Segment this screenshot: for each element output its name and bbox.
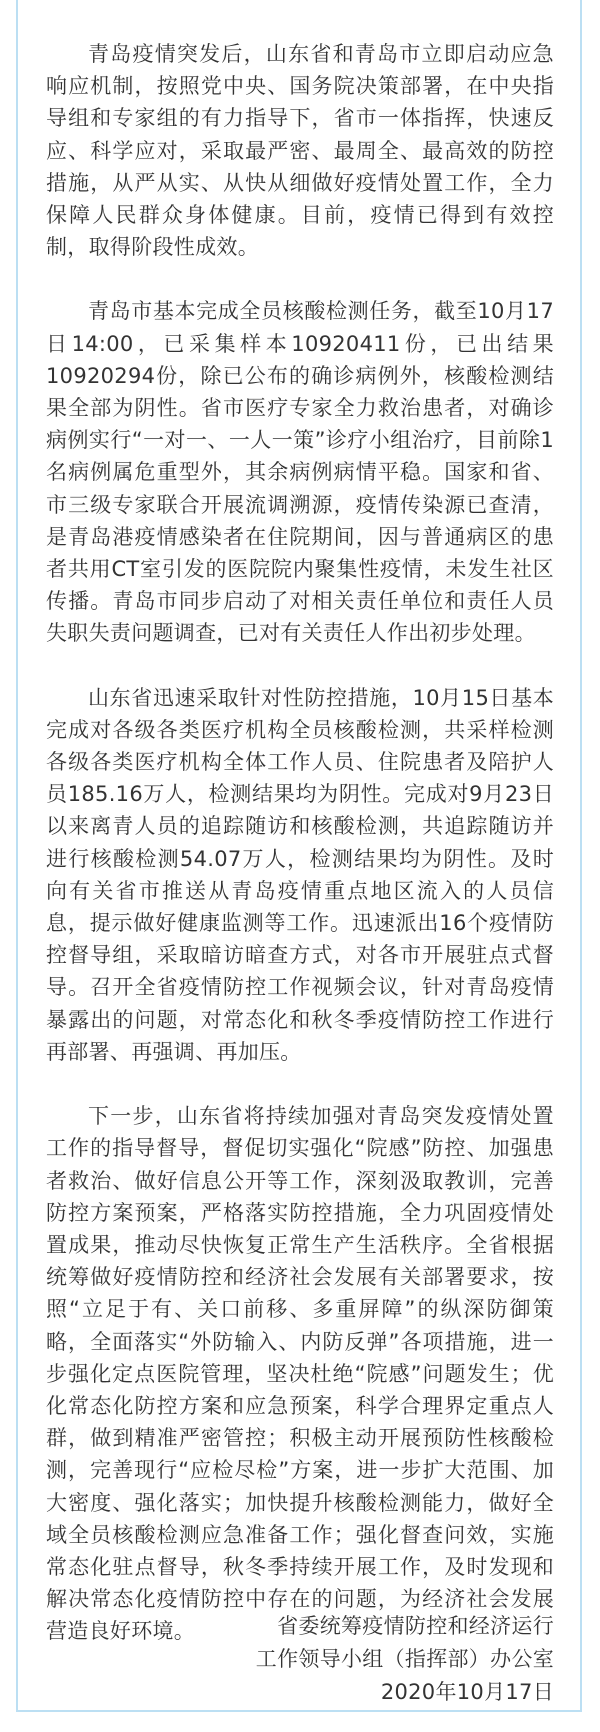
paragraph-qingdao-testing: 青岛市基本完成全员核酸检测任务，截至10月17日14:00，已采集样本10920411份，已出结果10920294份，除已公布的确诊病例外，核酸检测结果全部为阴性。省市医疗专家全力救治患者，对确诊病例实行“一对一、一人一策”诊疗小组治疗，目前除1名病例属危重型外，其余病例病情平稳。国家和省、市三级专家联合开展流调溯源，疫情传染源已查清，是青岛港疫情感染者在住院期间，因与普通病区的患者共用CT室引发的医院院内聚集性疫情，未发生社区传播。青岛市同步启动了对相关责任单位和责任人员失职失责问题调查，已对有关责任人作出初步处理。 — [46, 299, 554, 646]
article-body — [46, 38, 554, 1680]
signature-block — [256, 1610, 554, 1709]
signature-line-2: 工作领导小组（指挥部）办公室 — [255, 1647, 554, 1671]
paragraph-outbreak-response: 青岛疫情突发后，山东省和青岛市立即启动应急响应机制，按照党中央、国务院决策部署，在中央指导组和专家组的有力指导下，省市一体指挥，快速反应、科学应对，采取最严密、最周全、最高效的防控措施，从严从实、从快从细做好疫情处置工作，全力保障人民群众身体健康。目前，疫情已得到有效控制，取得阶段性成效。 — [46, 42, 554, 260]
signature-date: 2020年10月17日 — [380, 1680, 554, 1704]
paragraph-next-steps: 下一步，山东省将持续加强对青岛突发疫情处置工作的指导督导，督促切实强化“院感”防控、加强患者救治、做好信息公开等工作，深刻汲取教训，完善防控方案预案，严格落实防控措施，全力巩固疫情处置成果，推动尽快恢复正常生产生活秩序。全省根据统筹做好疫情防控和经济社会发展有关部署要求，按照“立足于有、关口前移、多重屏障”的纵深防御策略，全面落实“外防输入、内防反弹”各项措施，进一步强化定点医院管理，坚决杜绝“院感”问题发生；优化常态化防控方案和应急预案，科学合理界定重点人群，做到精准严密管控；积极主动开展预防性核酸检测，完善现行“应检尽检”方案，进一步扩大范围、加大密度、强化落实；加快提升核酸检测能力，做好全域全员核酸检测应急准备工作；强化督查问效，实施常态化驻点督导，秋冬季持续开展工作，及时发现和解决常态化疫情防控中存在的问题，为经济社会发展营造良好环境。 — [46, 1104, 554, 1644]
paragraph-provincial-measures: 山东省迅速采取针对性防控措施，10月15日基本完成对各级各类医疗机构全员核酸检测，共采样检测各级各类医疗机构全体工作人员、住院患者及陪护人员185.16万人，检测结果均为阴性。完成对9月23日以来离青人员的追踪随访和核酸检测，共追踪随访并进行核酸检测54.07万人，检测结果均为阴性。及时向有关省市推送从青岛疫情重点地区流入的人员信息，提示做好健康监测等工作。迅速派出16个疫情防控督导组，采取暗访暗查方式，对各市开展驻点式督导。召开全省疫情防控工作视频会议，针对青岛疫情暴露出的问题，对常态化和秋冬季疫情防控工作进行再部署、再强调、再加压。 — [46, 685, 554, 1064]
signature-line-1: 省委统筹疫情防控和经济运行 — [277, 1614, 554, 1638]
